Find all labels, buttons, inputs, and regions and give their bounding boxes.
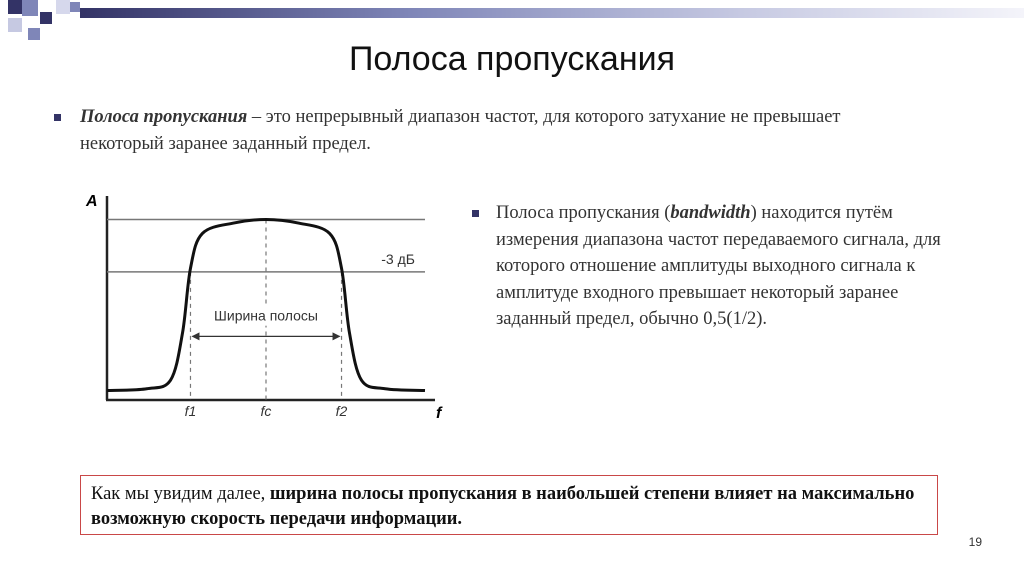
deco-square: [28, 28, 40, 40]
deco-square: [8, 18, 22, 32]
deco-square: [22, 0, 38, 16]
deco-square: [70, 2, 80, 12]
bandwidth-arrowhead-right: [333, 332, 341, 340]
x-axis-label: f: [436, 405, 442, 422]
y-axis-label: A: [86, 193, 98, 210]
slide-title: Полоса пропускания: [348, 40, 676, 78]
bandwidth-arrowhead-left: [191, 332, 199, 340]
bullet-marker: [472, 210, 479, 217]
callout-bold-text: ширина полосы пропускания в наибольшей степени влияет на максимально возможную скорость передачи информации.: [91, 484, 915, 529]
bullet-marker: [54, 114, 61, 121]
bandwidth-text-part2: ) находится путём измерения диапазона частот передаваемого сигнала, для которого отношение амплитуды выходного сигнала к амплитуде входного превышает некоторый заранее заданный предел, обычно 0,5(1/2).: [496, 203, 941, 329]
bandwidth-label: Ширина полосы: [214, 307, 318, 324]
deco-square: [40, 12, 52, 24]
deco-square: [56, 0, 70, 14]
callout-text: Как мы увидим далее,: [91, 484, 270, 504]
bandwidth-keyword: bandwidth: [670, 203, 751, 223]
bandwidth-text-part1: Полоса пропускания (: [496, 203, 671, 223]
page-number: 19: [968, 535, 982, 549]
minus-3db-label: -3 дБ: [381, 250, 415, 267]
bandwidth-paragraph: [496, 200, 966, 333]
f1-tick-label: f1: [184, 403, 197, 419]
definition-text: – это непрерывный диапазон частот, для которого затухание не превышает некоторый заранее заданный предел.: [80, 107, 841, 154]
f2-tick-label: f2: [335, 403, 348, 419]
definition-paragraph: [80, 104, 920, 158]
header-gradient-bar: [80, 8, 1024, 18]
deco-square: [8, 0, 22, 14]
conclusion-callout: [80, 475, 938, 535]
definition-term: Полоса пропускания: [80, 107, 248, 127]
fc-tick-label: fc: [260, 403, 272, 419]
bandwidth-chart: [80, 182, 460, 430]
